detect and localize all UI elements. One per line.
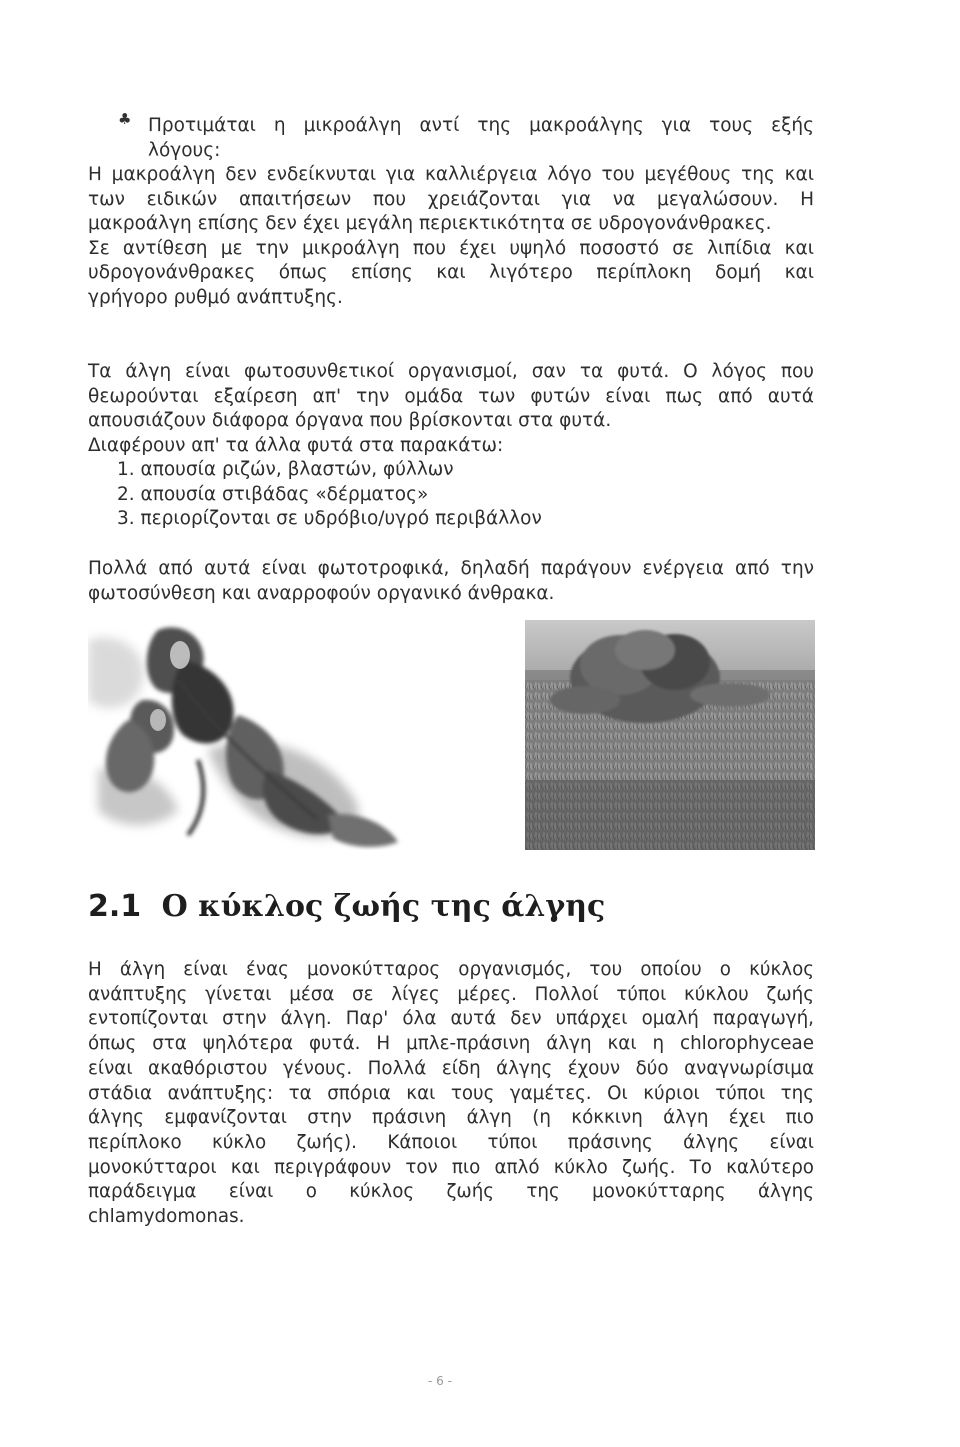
text-line: Διαφέρουν απ' τα άλλα φυτά στα παρακάτω: [88,434,504,456]
text-line: Πολλά από αυτά είναι φωτοτροφικά, δηλαδή παράγουν ενέργεια από την [88,558,814,579]
text-line: φωτοσύνθεση και αναρροφούν οργανικό άνθρακα. [88,582,555,604]
text-line: Η μακροάλγη δεν ενδείκνυται για καλλιέργεια λόγο του μεγέθους της και [88,164,814,185]
text-line: λόγους: [148,139,221,161]
text-line: Τα άλγη είναι φωτοσυνθετικοί οργανισμοί, σαν τα φυτά. Ο λόγος που [88,361,814,382]
list-item: 1. απουσία ριζών, βλαστών, φύλλων [117,459,454,480]
text-line: στάδια ανάπτυξης: τα σπόρια και τους γαμέτες. Οι κύριοι τύποι της [88,1082,814,1104]
salt-marsh-photo [525,620,815,850]
text-line: chlamydomonas. [88,1206,245,1228]
list-item: 3. περιορίζονται σε υδρόβιο/υγρό περιβάλλον [117,508,542,530]
page-number: - 6 - [428,1374,452,1388]
differences-list [117,458,717,532]
text-line: μακροάλγη επίσης δεν έχει μεγάλη περιεκτικότητα σε υδρογονάνθρακες. [88,213,772,235]
text-line: ανάπτυξης γίνεται μέσα σε λίγες μέρες. Πολλοί τύποι κύκλου ζωής [88,983,814,1005]
text-line: όπως στα ψηλότερα φυτά. Η μπλε-πράσινη άλγη και η chlorophyceae [88,1033,814,1055]
text-line: παράδειγμα είναι ο κύκλος ζωής της μονοκύτταρης άλγης [88,1181,814,1203]
text-line: είναι ακαθόριστου γένους. Πολλά είδη άλγης έχουν δύο αναγνωρίσιμα [88,1057,814,1079]
text-line: άλγης εμφανίζονται στην πράσινη άλγη (η κόκκινη άλγη έχει πιο [88,1107,814,1129]
life-cycle-paragraph [88,958,814,1230]
seaweed-photo [88,620,418,850]
intro-paragraph [148,114,814,163]
phototrophic-paragraph [88,557,814,606]
text-line: Σε αντίθεση με την μικροάλγη που έχει υψηλό ποσοστό σε λιπίδια και [88,237,814,259]
algae-plants-paragraph [88,360,814,458]
leaf-bullet-icon: ♣ [118,110,132,128]
text-line: Προτιμάται η μικροάλγη αντί της μακροάλγης για τους εξής [148,115,814,136]
section-title: Ο κύκλος ζωής της άλγης [161,889,606,924]
section-number: 2.1 [88,889,142,924]
section-heading [88,887,605,927]
text-line: Η άλγη είναι ένας μονοκύτταρος οργανισμός, του οποίου ο κύκλος [88,959,814,980]
text-line: απουσιάζουν διάφορα όργανα που βρίσκονται στα φυτά. [88,410,612,432]
text-line: των ειδικών απαιτήσεων που χρειάζονται για να μεγαλώσουν. Η [88,188,814,210]
macroalgae-paragraph [88,163,814,311]
text-line: θεωρούνται εξαίρεση απ' την ομάδα των φυτών είναι πως από αυτά [88,385,814,407]
text-line: περίπλοκο κύκλο ζωής). Κάποιοι τύποι πράσινης άλγης είναι [88,1131,814,1153]
text-line: μονοκύτταροι και περιγράφουν τον πιο απλό κύκλο ζωής. Το καλύτερο [88,1156,814,1178]
list-item: 2. απουσία στιβάδας «δέρματος» [117,483,429,505]
text-line: υδρογονάνθρακες όπως επίσης και λιγότερο περίπλοκη δομή και [88,262,814,284]
text-line: εντοπίζονται στην άλγη. Παρ' όλα αυτά δεν υπάρχει ομαλή παραγωγή, [88,1008,814,1030]
text-line: γρήγορο ρυθμό ανάπτυξης. [88,286,343,308]
